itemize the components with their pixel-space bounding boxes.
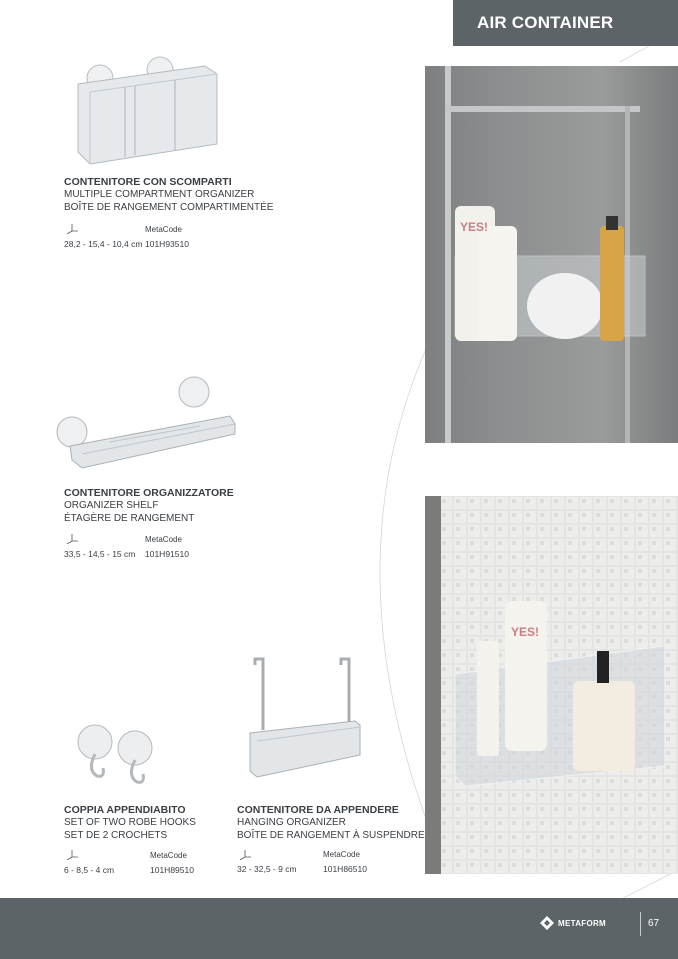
product-code: 101H89510 <box>150 865 194 875</box>
dimensions-icon <box>66 224 78 234</box>
product-subtitle-fr: ÉTAGÈRE DE RANGEMENT <box>64 513 195 524</box>
product-subtitle-en: SET OF TWO ROBE HOOKS <box>64 817 196 828</box>
bottle-label: YES! <box>460 220 489 234</box>
product-code: 101H93510 <box>145 239 189 249</box>
product-subtitle-fr: BOÎTE DE RANGEMENT COMPARTIMENTÉE <box>64 202 274 213</box>
product-dimensions: 33,5 - 14,5 - 15 cm <box>64 549 136 559</box>
product-dimensions: 6 - 8,5 - 4 cm <box>64 865 115 875</box>
lifestyle-photo-tiles <box>425 496 678 874</box>
metacode-label: MetaCode <box>323 850 360 859</box>
product-dimensions: 28,2 - 15,4 - 10,4 cm <box>64 239 143 249</box>
metacode-label: MetaCode <box>145 535 182 544</box>
dimensions-icon <box>66 534 78 544</box>
dimensions-icon <box>66 850 78 860</box>
product-title: CONTENITORE DA APPENDERE <box>237 804 399 816</box>
metaform-logo-icon <box>540 916 554 930</box>
product-subtitle-fr: SET DE 2 CROCHETS <box>64 830 168 841</box>
product-subtitle-fr: BOÎTE DE RANGEMENT À SUSPENDRE <box>237 830 425 841</box>
product-title: COPPIA APPENDIABITO <box>64 804 186 816</box>
product-title: CONTENITORE CON SCOMPARTI <box>64 176 232 188</box>
page-number: 67 <box>648 918 660 929</box>
product-subtitle-en: HANGING ORGANIZER <box>237 817 346 828</box>
product-subtitle-en: MULTIPLE COMPARTMENT ORGANIZER <box>64 189 255 200</box>
lifestyle-photo-shower <box>425 66 678 443</box>
metacode-label: MetaCode <box>145 225 182 234</box>
product-image-robe-hooks <box>75 718 160 788</box>
brand-name: METAFORM <box>558 918 607 928</box>
metacode-label: MetaCode <box>150 851 187 860</box>
product-dimensions: 32 - 32,5 - 9 cm <box>237 864 297 874</box>
product-subtitle-en: ORGANIZER SHELF <box>64 500 159 511</box>
product-image-organizer-shelf <box>50 376 240 476</box>
page-separator <box>640 912 641 936</box>
product-title: CONTENITORE ORGANIZZATORE <box>64 487 234 499</box>
product-image-hanging-organizer <box>245 655 365 785</box>
dimensions-icon <box>239 850 251 860</box>
bottle-label: YES! <box>511 625 540 639</box>
brand-logo <box>540 916 606 930</box>
product-code: 101H91510 <box>145 549 189 559</box>
product-code: 101H86510 <box>323 864 367 874</box>
product-image-compartment-organizer <box>75 52 220 167</box>
section-title: AIR CONTAINER <box>453 0 678 46</box>
